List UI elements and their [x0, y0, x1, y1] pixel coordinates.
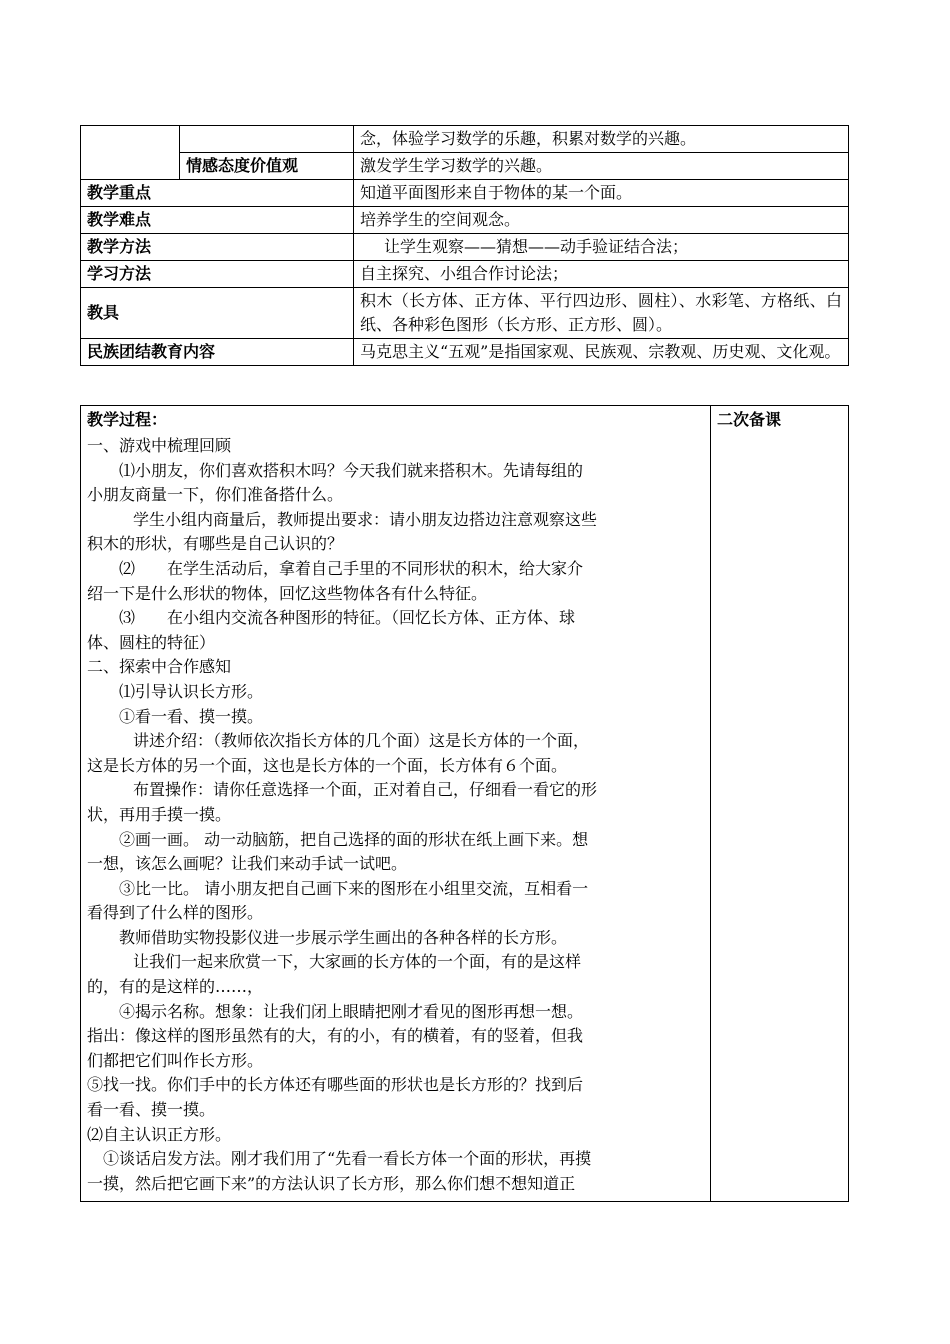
process-line: 体、圆柱的特征）	[87, 632, 216, 652]
info-label: 教学方法	[81, 234, 354, 261]
process-line: 一摸，然后把它画下来”的方法认识了长方形，那么你们想不想知道正	[87, 1173, 576, 1193]
second-preparation-cell	[711, 406, 849, 1202]
process-line: 小朋友商量一下，你们准备搭什么。	[87, 485, 344, 505]
process-line: ⑵ 在学生活动后，拿着自己手里的不同形状的积木，给大家介	[119, 558, 584, 578]
info-row-learning-method	[81, 261, 849, 288]
process-line: ①谈话启发方法。刚才我们用了“先看一看长方体一个面的形状，再摸	[103, 1149, 592, 1169]
info-label: 教学重点	[81, 180, 354, 207]
second-preparation-title: 二次备课	[717, 410, 782, 429]
info-value: 马克思主义“五观”是指国家观、民族观、宗教观、历史观、文化观。	[354, 339, 849, 366]
info-row-continued	[81, 126, 849, 153]
process-line: 状，再用手摸一摸。	[87, 804, 232, 824]
process-line: ②画一画。 动一动脑筋，把自己选择的面的形状在纸上画下来。想	[119, 829, 589, 849]
process-line: ①看一看、摸一摸。	[119, 706, 264, 726]
info-row-teaching-aids	[81, 288, 849, 339]
info-label: 教学难点	[81, 207, 354, 234]
process-line: 二、探索中合作感知	[87, 657, 232, 677]
process-line: ⑶ 在小组内交流各种图形的特征。（回忆长方体、正方体、球	[119, 608, 576, 628]
process-line: 看得到了什么样的图形。	[87, 903, 264, 923]
info-value: 激发学生学习数学的兴趣。	[354, 153, 849, 180]
info-row-key-point	[81, 180, 849, 207]
info-label: 情感态度价值观	[180, 153, 354, 180]
empty-cell	[180, 126, 354, 153]
teaching-process-cell	[81, 406, 711, 1202]
info-value: 知道平面图形来自于物体的某一个面。	[354, 180, 849, 207]
info-value: 自主探究、小组合作讨论法；	[354, 261, 849, 288]
process-line: 教师借助实物投影仪进一步展示学生画出的各种各样的长方形。	[119, 927, 568, 947]
process-line: 一想，该怎么画呢？让我们来动手试一试吧。	[87, 854, 408, 874]
process-line: 们都把它们叫作长方形。	[87, 1050, 264, 1070]
process-line: 让我们一起来欣赏一下，大家画的长方体的一个面，有的是这样	[133, 952, 582, 972]
process-line: 学生小组内商量后，教师提出要求：请小朋友边搭边注意观察这些	[133, 509, 598, 529]
process-line: ⑴引导认识长方形。	[119, 681, 264, 701]
info-value: 念，体验学习数学的乐趣，积累对数学的兴趣。	[354, 126, 849, 153]
process-line: ⑴小朋友，你们喜欢搭积木吗？今天我们就来搭积木。先请每组的	[119, 460, 584, 480]
info-label: 学习方法	[81, 261, 354, 288]
process-line: ⑵自主认识正方形。	[87, 1124, 232, 1144]
teaching-process-table	[80, 405, 849, 1202]
process-title: 教学过程：	[87, 410, 168, 429]
process-line: ③比一比。 请小朋友把自己画下来的图形在小组里交流，互相看一	[119, 878, 589, 898]
process-line: ④揭示名称。想象：让我们闭上眼睛把刚才看见的图形再想一想。	[119, 1001, 584, 1021]
info-row-difficulty	[81, 207, 849, 234]
info-row-ethnic-unity	[81, 339, 849, 366]
process-line: 指出：像这样的图形虽然有的大，有的小，有的横着，有的竖着，但我	[87, 1026, 584, 1046]
info-value: 培养学生的空间观念。	[354, 207, 849, 234]
info-value: 积木（长方体、正方体、平行四边形、圆柱）、水彩笔、方格纸、白纸、各种彩色图形（长方形、正方形、圆）。	[354, 288, 849, 339]
process-line: 看一看、摸一摸。	[87, 1100, 216, 1120]
info-label: 民族团结教育内容	[81, 339, 354, 366]
process-line: 的，有的是这样的……，	[87, 977, 264, 997]
process-line: 讲述介绍：（教师依次指长方体的几个面）这是长方体的一个面，	[133, 731, 590, 751]
lesson-info-table	[80, 125, 849, 366]
info-row-emotion	[81, 153, 849, 180]
process-line: 一、游戏中梳理回顾	[87, 436, 232, 455]
process-line: 积木的形状，有哪些是自己认识的？	[87, 534, 344, 554]
info-value: 让学生观察——猜想——动手验证结合法；	[354, 234, 849, 261]
process-line: ⑤找一找。你们手中的长方体还有哪些面的形状也是长方形的？找到后	[87, 1075, 584, 1095]
process-line: 这是长方体的另一个面，这也是长方体的一个面，长方体有６个面。	[87, 755, 568, 775]
info-label: 教具	[81, 288, 354, 339]
process-line: 绍一下是什么形状的物体，回忆这些物体各有什么特征。	[87, 583, 488, 603]
empty-cell	[81, 126, 180, 180]
info-row-teaching-method	[81, 234, 849, 261]
process-line: 布置操作：请你任意选择一个面，正对着自己，仔细看一看它的形	[133, 780, 598, 800]
